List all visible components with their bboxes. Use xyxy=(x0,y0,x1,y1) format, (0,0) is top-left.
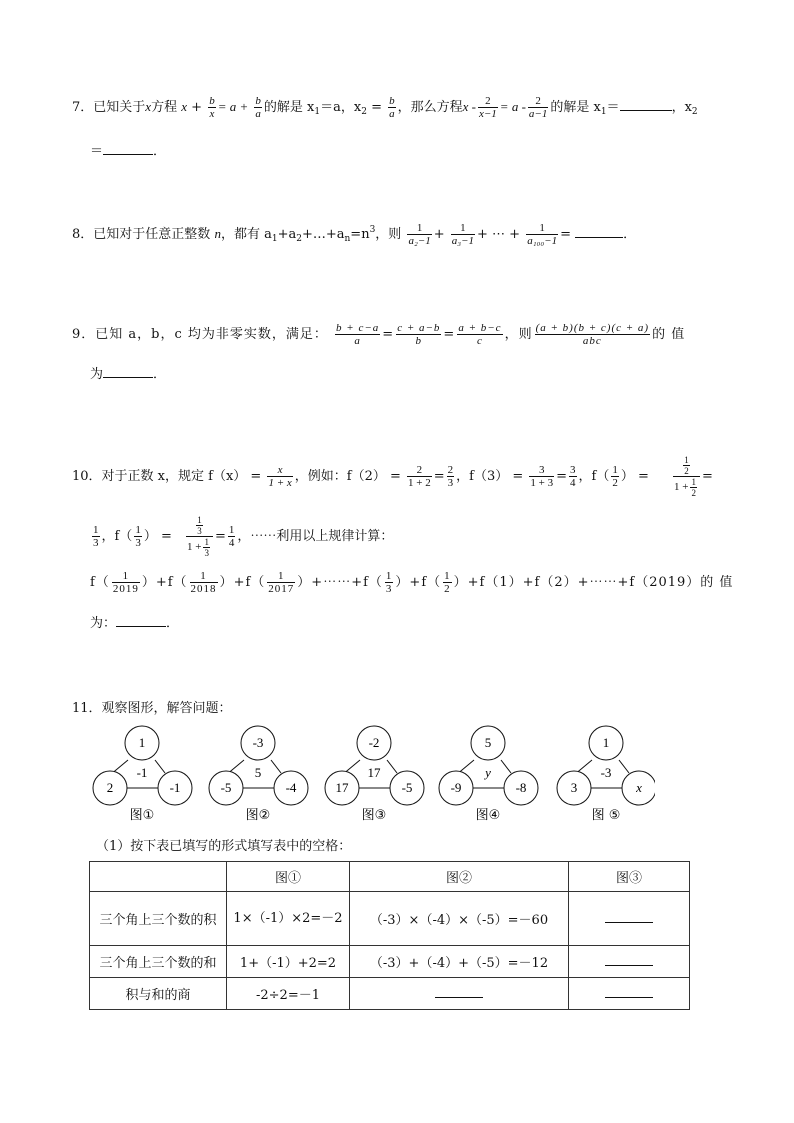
figure-3 xyxy=(325,726,424,823)
q11-number: 11． xyxy=(72,701,102,716)
cell-fig1: 1+（-1）+2=2 xyxy=(227,946,350,978)
fraction-q9-4: $\frac{(a + b)(b + c)(c + a)}{\text{abc}}$ xyxy=(535,322,650,347)
cell-fig2: （-3）+（-4）+（-5）=－12 xyxy=(350,946,569,978)
fig2-left: -5 xyxy=(220,780,232,795)
triangle-figures xyxy=(85,725,655,825)
fraction-1-3b: $\frac{1}{3}$ xyxy=(385,570,393,595)
fig4-label: 图④ xyxy=(475,808,501,823)
fig1-label: 图① xyxy=(129,808,155,823)
fig2-center: 5 xyxy=(254,765,262,780)
row-label: 三个角上三个数的和 xyxy=(90,946,227,978)
question-11: 11．观察图形，解答问题： xyxy=(72,701,232,716)
header-fig3: 图③ xyxy=(569,862,690,892)
fraction-fx: $\frac{x}{1 + x}$ xyxy=(268,464,292,489)
table-header-row xyxy=(90,862,690,892)
question-10-cont: 为： ． xyxy=(90,616,180,631)
fraction-1-2b: $\frac{1}{2}$ xyxy=(444,570,451,595)
q11-sub1: （1）按下表已填写的形式填写表中的空格： xyxy=(96,839,352,854)
fraction-1-4: $\frac{1}{4}$ xyxy=(228,524,235,549)
answer-blank-q8[interactable] xyxy=(575,225,623,238)
fig1-left: 2 xyxy=(106,780,114,795)
answer-blank-sum-fig3 xyxy=(605,953,653,966)
fig5-label: 图 ⑤ xyxy=(591,808,621,823)
fraction-q8-1: $\frac{1}{\text{a₂−1}}$ xyxy=(408,222,431,247)
fig5-left: 3 xyxy=(570,780,578,795)
fraction-1-2018: $\frac{1}{2018}$ xyxy=(190,570,217,595)
fig2-label: 图② xyxy=(245,808,271,823)
fig2-top: -3 xyxy=(252,735,264,750)
fraction-third: $\frac{1}{3}$ xyxy=(135,524,141,549)
figure-4 xyxy=(439,726,538,823)
fig4-top: 5 xyxy=(484,735,492,750)
cell-fig3[interactable] xyxy=(569,978,690,1010)
fraction-q8-3: $\frac{1}{\text{a₁₀₀−1}}$ xyxy=(527,222,558,247)
header-fig2: 图② xyxy=(350,862,569,892)
question-10-line3: f（ $\frac{1}{2019}$ ）+f（ $\frac{1}{2018}$ ）+f（ $\frac{1}{2017}$ ）+⋯⋯+f（ $\frac{1}{3}$ ）+f（ $\frac{1}{2}$ ）+f（1）+f（2）+⋯⋯+f（2019）的 值 xyxy=(90,570,734,595)
fig5-center: -3 xyxy=(600,765,612,780)
fig3-label: 图③ xyxy=(361,808,387,823)
cell-fig3[interactable] xyxy=(569,946,690,978)
answer-blank-x2[interactable] xyxy=(103,142,153,155)
answer-blank-x1[interactable] xyxy=(620,98,672,111)
fig3-right: -5 xyxy=(401,780,413,795)
cell-fig3[interactable] xyxy=(569,892,690,946)
header-empty xyxy=(90,862,227,892)
answer-blank-quot-fig3 xyxy=(605,985,653,998)
table-row xyxy=(90,978,690,1010)
cell-fig2[interactable] xyxy=(350,978,569,1010)
fig1-top: 1 xyxy=(138,735,146,750)
fraction-q8-2: $\frac{1}{\text{a₃−1}}$ xyxy=(451,222,474,247)
fig2-right: -4 xyxy=(285,780,297,795)
fraction-b-over-x: $\frac{b}{x}$ xyxy=(209,95,215,120)
q10-number: 10． xyxy=(72,469,102,484)
q9-number: 9． xyxy=(72,327,96,342)
cell-fig2: （-3）×（-4）×（-5）=－60 xyxy=(350,892,569,946)
fig4-center: y xyxy=(485,765,491,780)
fig4-left: -9 xyxy=(450,780,462,795)
fraction-1-2019: $\frac{1}{2019}$ xyxy=(112,570,139,595)
question-10-line2: $\frac{1}{3}$ ，f（ $\frac{1}{3}$ ） = $\frac{1}{3}$ 1 + $\frac{1}{3}$ = $\frac{1}{4}$ ，⋯⋯利用以上规律计算： xyxy=(93,515,394,558)
fraction-1-3: $\frac{1}{3}$ xyxy=(93,524,99,549)
fraction-q9-2: $\frac{c + a-b}{b}$ xyxy=(397,322,441,347)
row-label: 三个角上三个数的积 xyxy=(90,892,227,946)
fraction-2-over-a-1: $\frac{2}{a-1}$ xyxy=(528,95,548,120)
figure-5 xyxy=(557,726,655,823)
q7-number: 7． xyxy=(72,100,94,115)
fraction-3-4: $\frac{3}{4}$ xyxy=(570,464,576,489)
row-label: 积与和的商 xyxy=(90,978,227,1010)
question-8: 8．已知对于任意正整数 n，都有 $a_1+a_2+\dots+a_n=n^3$，则 $\frac{1}{\text{a₂−1}}$ + $\frac{1}{\text{a₃−1}}$ + ⋯ + $\frac{1}{\text{a₁₀₀−1}}$ = ． xyxy=(72,222,637,247)
figure-2 xyxy=(209,726,308,823)
q8-number: 8． xyxy=(72,227,94,242)
cell-fig1: -2÷2=－1 xyxy=(227,978,350,1010)
fig5-top: 1 xyxy=(602,735,610,750)
fraction-2-over-x-1: $\frac{2}{x-1}$ xyxy=(478,95,497,120)
fig4-right: -8 xyxy=(515,780,527,795)
fig1-right: -1 xyxy=(169,780,181,795)
fraction-1-2017: $\frac{1}{2017}$ xyxy=(268,570,295,595)
fraction-f-third: $\frac{1}{3}$ 1 + $\frac{1}{3}$ xyxy=(186,515,213,558)
fraction-f2: $\frac{2}{1 + 2}$ xyxy=(408,464,431,489)
question-7-cont: ＝ ． xyxy=(90,144,167,159)
figure-1 xyxy=(93,726,192,823)
question-9-cont: 为 ． xyxy=(90,367,167,382)
fig1-center: -1 xyxy=(136,765,148,780)
question-7: 7．已知关于x方程 x + $\frac{b}{x}$ = a + $\frac{b}{a}$ 的解是 $x_1=a$，$x_2$ = $\frac{b}{a}$ ，那么方程x - $\frac{2}{x-1}$ = a - $\frac{2}{a-1}$ 的解是 $x_1=$ ，$x_2$ xyxy=(72,95,698,120)
fraction-q9-1: $\frac{b + c-a}{a}$ xyxy=(336,322,380,347)
answer-blank-prod-fig3 xyxy=(605,910,653,923)
fig3-left: 17 xyxy=(335,780,349,795)
header-fig1: 图① xyxy=(227,862,350,892)
table-row xyxy=(90,892,690,946)
fig3-top: -2 xyxy=(368,735,380,750)
fraction-f-half: $\frac{1}{2}$ 1 + $\frac{1}{2}$ xyxy=(673,455,700,498)
cell-fig1: 1×（-1）×2=－2 xyxy=(227,892,350,946)
fraction-b-over-a-2: $\frac{b}{a}$ xyxy=(389,95,395,120)
fraction-2-3: $\frac{2}{3}$ xyxy=(447,464,454,489)
table-row xyxy=(90,946,690,978)
answer-blank-quot-fig2 xyxy=(435,985,483,998)
answer-blank-q9[interactable] xyxy=(103,365,153,378)
fraction-q9-3: $\frac{a + b-c}{c}$ xyxy=(458,322,502,347)
answer-blank-q10[interactable] xyxy=(116,614,166,627)
fraction-f3: $\frac{3}{1 + 3}$ xyxy=(530,464,554,489)
question-10: 10．对于正数 x，规定 f（x） = $\frac{x}{1 + x}$ ，例如：f（2） = $\frac{2}{1 + 2}$ = $\frac{2}{3}$ ，f（3） = $\frac{3}{1 + 3}$ = $\frac{3}{4}$ ，f（ $\frac{1}{2}$ ） = $\frac{1}{2}$ 1 + $\frac{1}{2}$ = xyxy=(72,455,713,498)
fraction-half: $\frac{1}{2}$ xyxy=(612,464,618,489)
answer-table xyxy=(89,861,690,1010)
fraction-b-over-a: $\frac{b}{a}$ xyxy=(255,95,261,120)
fig3-center: 17 xyxy=(367,765,381,780)
fig5-right: x xyxy=(636,780,642,795)
question-9: 9．已知 a，b，c 均为非零实数，满足： $\frac{b + c-a}{a}$ = $\frac{c + a-b}{b}$ = $\frac{a + b-c}{c}$ ，则 $\frac{(a + b)(b + c)(c + a)}{\text{abc}}$ 的 值 xyxy=(72,322,686,347)
